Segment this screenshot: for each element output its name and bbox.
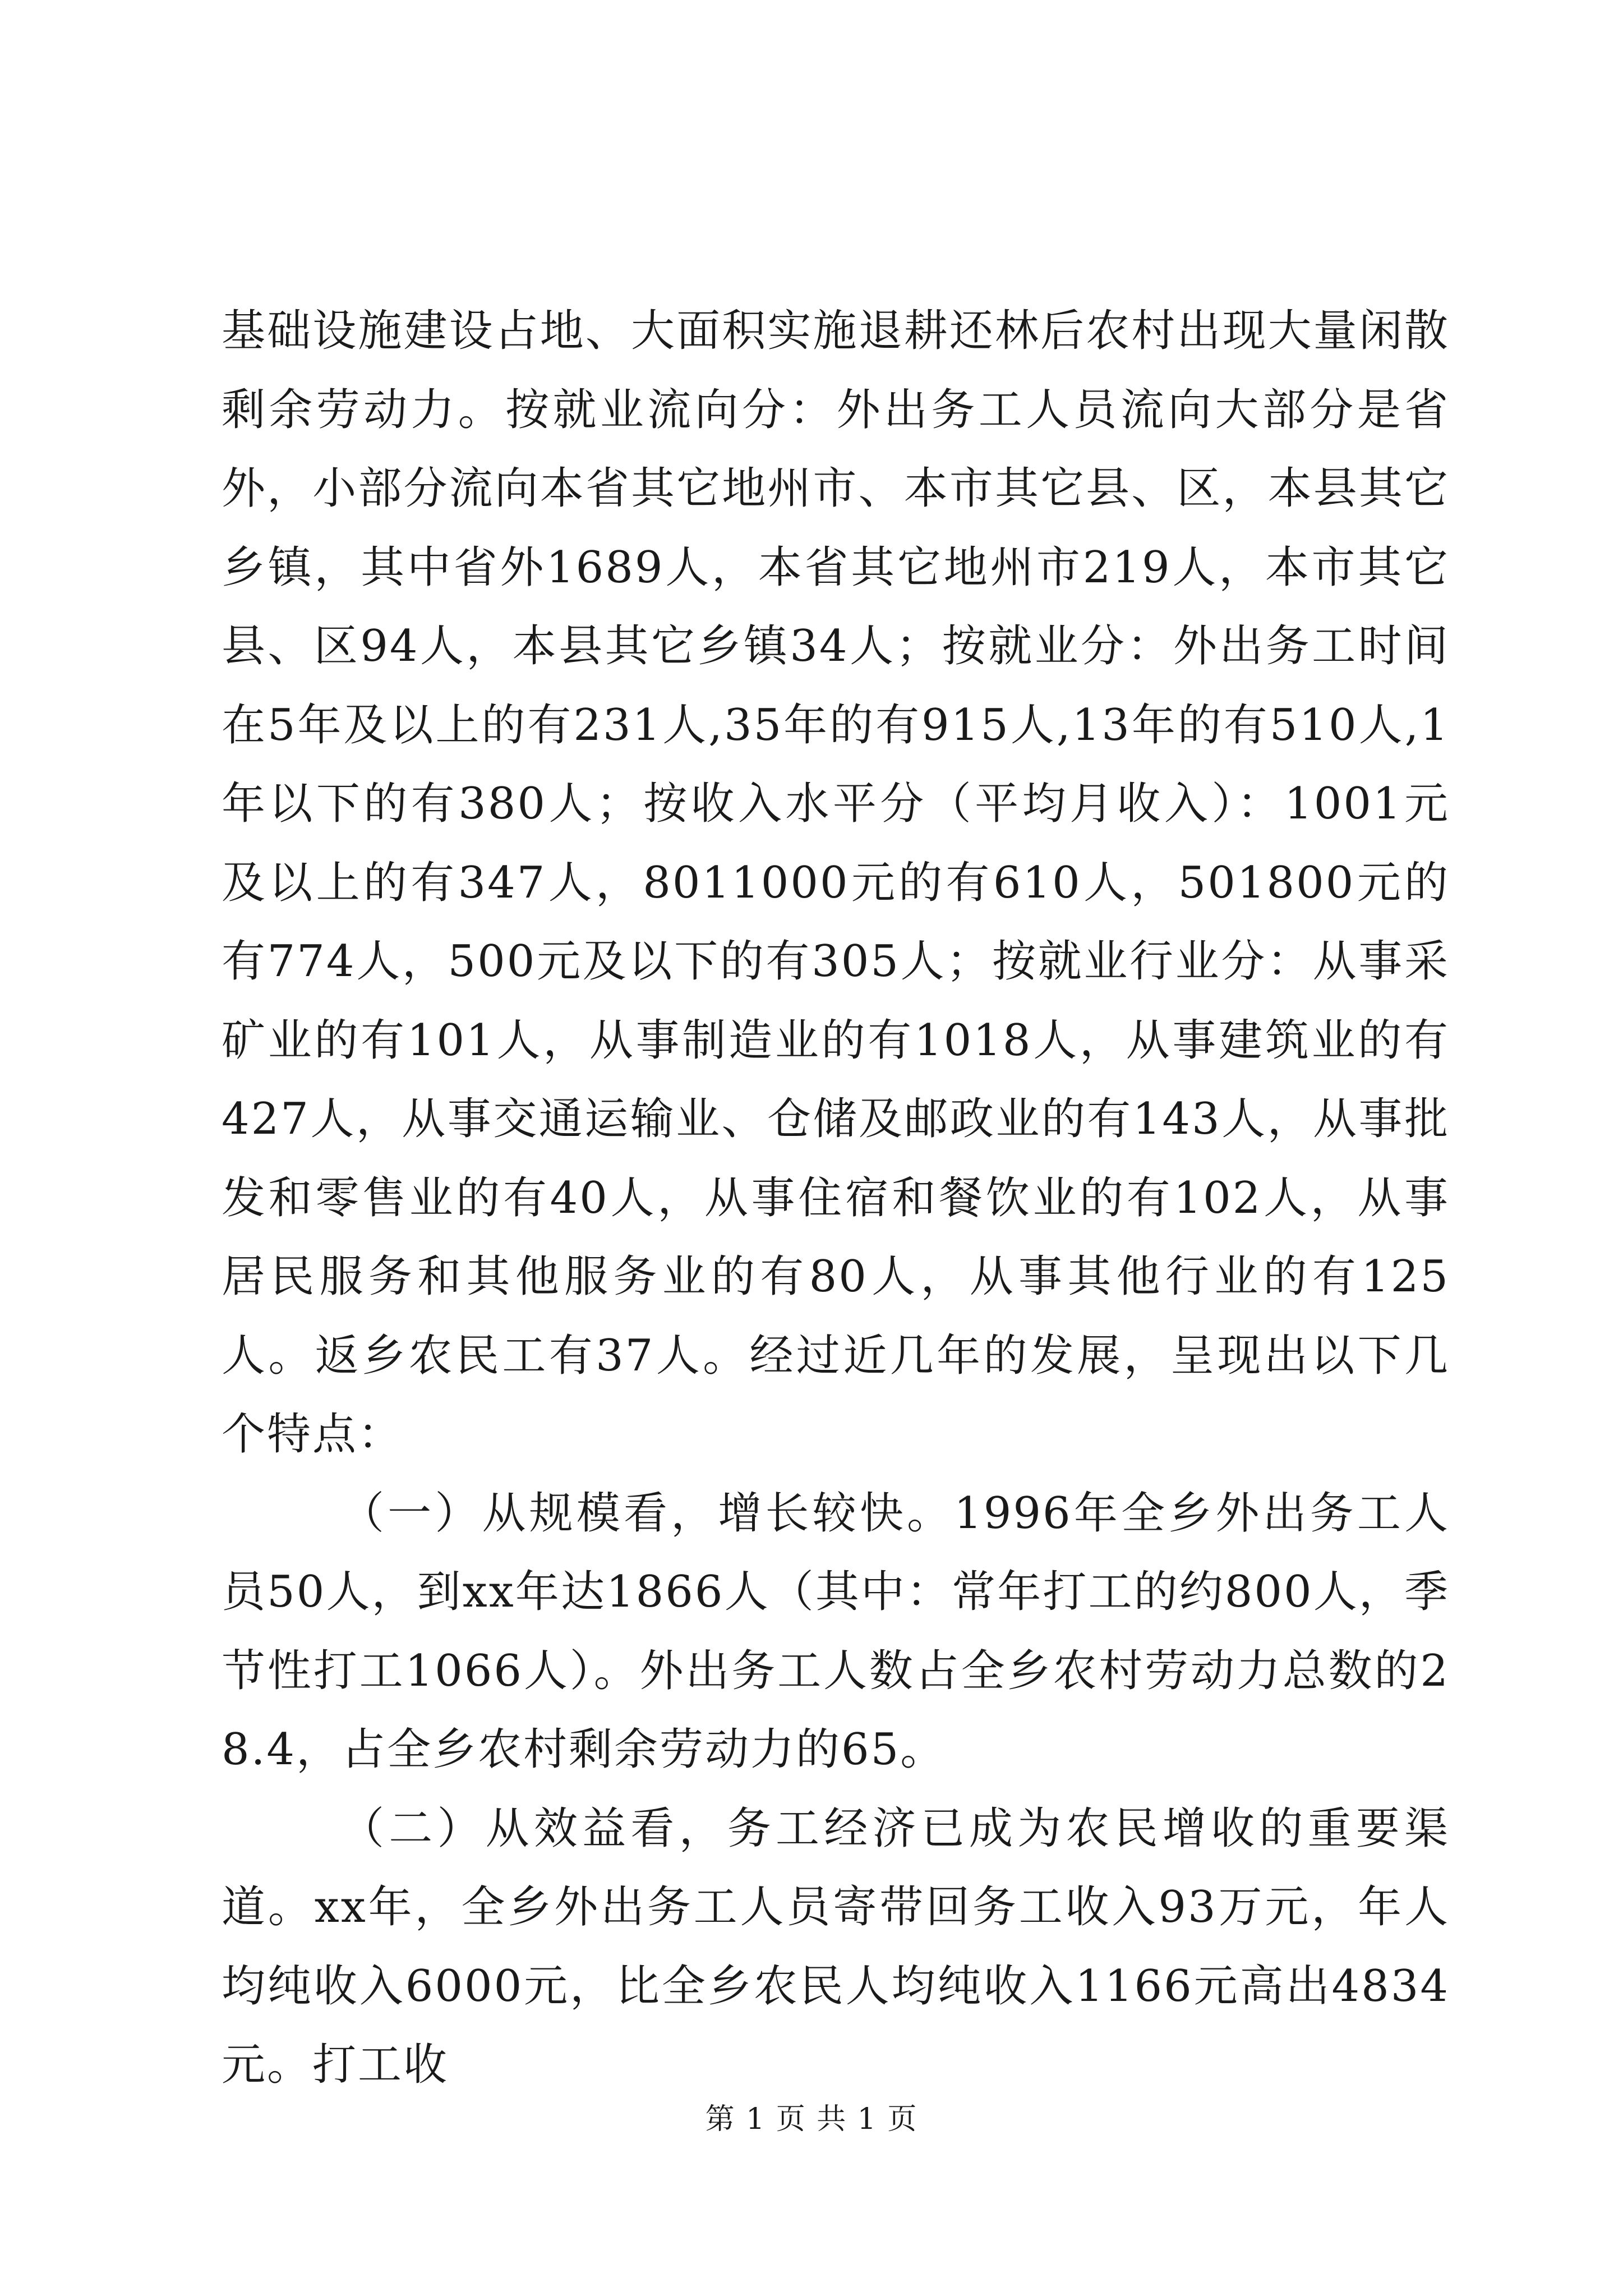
page-footer: 第 1 页 共 1 页 — [705, 2102, 918, 2136]
paragraph-scale-growth: （一）从规模看，增长较快。1996年全乡外出务工人员50人，到xx年达1866人（其中：常年打工的约800人，季节性打工1066人）。外出务工人数占全乡农村劳动力总数的28.4，占全乡农村剩余劳动力的65。 — [222, 1488, 1450, 1775]
document-body — [222, 292, 1450, 2105]
paragraph-labor-statistics: 基础设施建设占地、大面积实施退耕还林后农村出现大量闲散剩余劳动力。按就业流向分：外出务工人员流向大部分是省外，小部分流向本省其它地州市、本市其它县、区，本县其它乡镇，其中省外1689人，本省其它地州市219人，本市其它县、区94人，本县其它乡镇34人；按就业分：外出务工时间在5年及以上的有231人,35年的有915人,13年的有510人,1年以下的有380人；按收入水平分（平均月收入）：1001元及以上的有347人，8011000元的有610人，501800元的有774人，500元及以下的有305人；按就业行业分：从事采矿业的有101人，从事制造业的有1018人，从事建筑业的有427人，从事交通运输业、仓储及邮政业的有143人，从事批发和零售业的有40人，从事住宿和餐饮业的有102人，从事居民服务和其他服务业的有80人，从事其他行业的有125人。返乡农民工有37人。经过近几年的发展，呈现出以下几个特点： — [222, 306, 1450, 1460]
paragraph-income-benefit: （二）从效益看，务工经济已成为农民增收的重要渠道。xx年，全乡外出务工人员寄带回务工收入93万元，年人均纯收入6000元，比全乡农民人均纯收入1166元高出4834元。打工收 — [222, 1803, 1450, 2090]
